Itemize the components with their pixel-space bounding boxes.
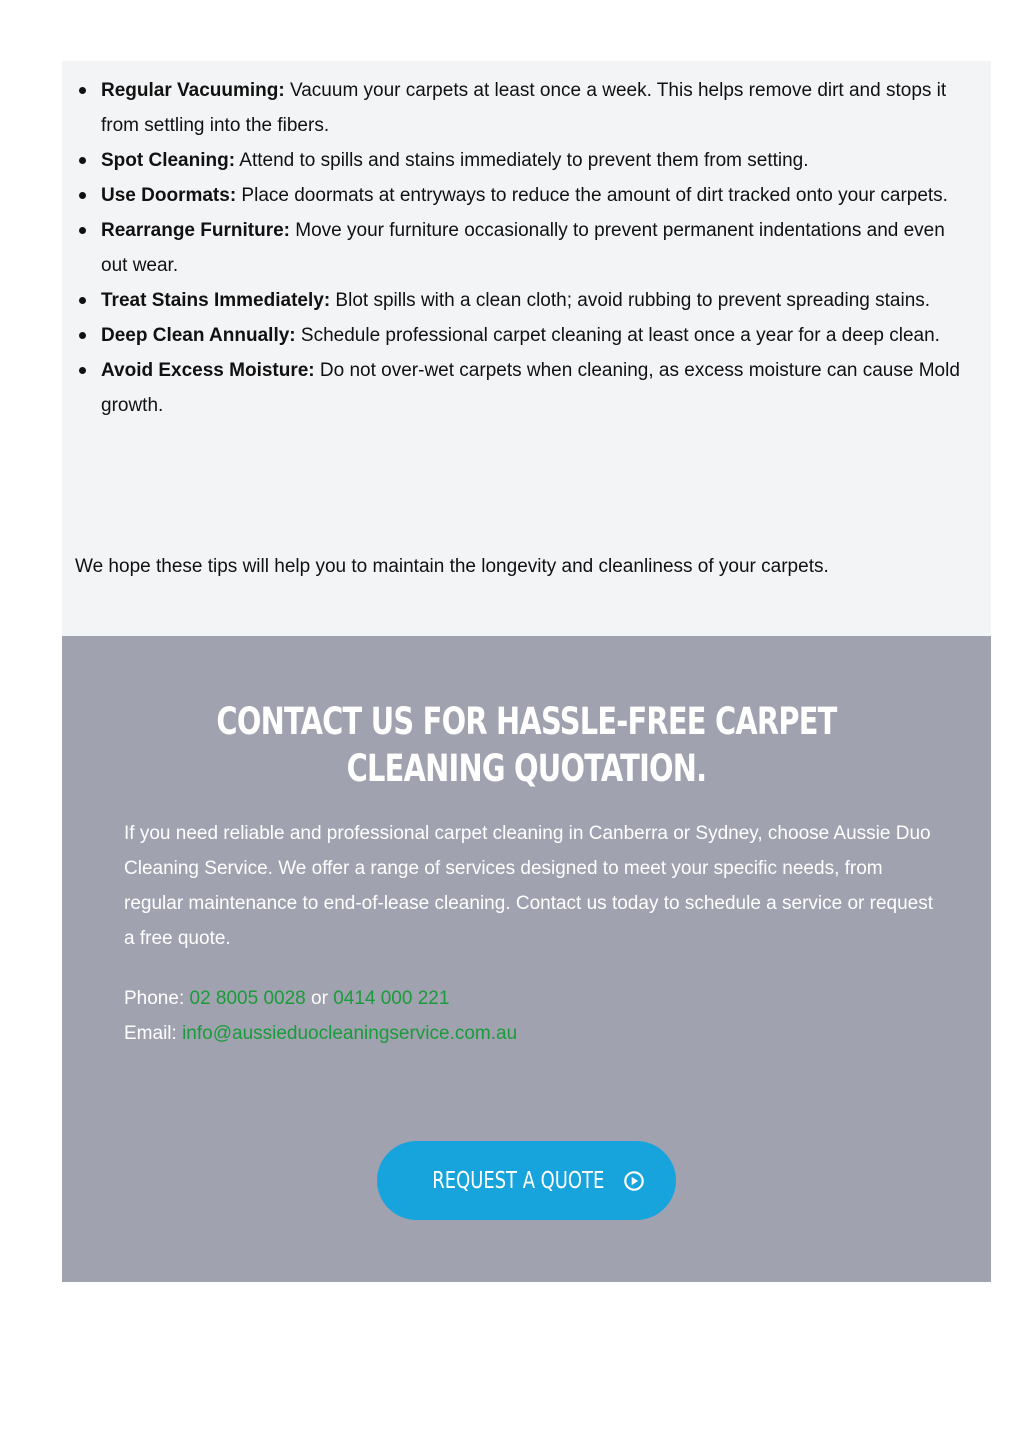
tip-item [62,73,991,143]
tip-text: Do not over-wet carpets when cleaning, as excess moisture can cause Mold growth. [101,360,960,416]
bullet-icon [79,87,86,94]
play-circle-icon [623,1170,645,1192]
bullet-icon [79,297,86,304]
tip-text: Vacuum your carpets at least once a week. This helps remove dirt and stops it from settling into the fibers. [101,80,947,136]
email-link[interactable]: info@aussieduocleaningservice.com.au [182,1023,518,1044]
tip-item [62,178,991,213]
tip-text: Move your furniture occasionally to prevent permanent indentations and even out wear. [101,220,945,276]
tip-title: Use Doormats: [101,185,237,206]
tip-title: Regular Vacuuming: [101,80,285,101]
tip-item [62,143,991,178]
tip-title: Deep Clean Annually: [101,325,296,346]
email-label: Email: [124,1023,183,1044]
phone-link-primary[interactable]: 02 8005 0028 [189,988,306,1009]
bullet-icon [79,157,86,164]
tip-text: Schedule professional carpet cleaning at least once a year for a deep clean. [295,325,940,346]
contact-details [124,981,517,1051]
phone-label: Phone: [124,988,190,1009]
tip-item [62,213,991,283]
contact-heading: CONTACT US FOR HASSLE-FREE CARPET CLEANING QUOTATION. [216,700,837,790]
phone-separator: or [305,988,334,1009]
contact-section [62,636,991,1282]
contact-description: If you need reliable and professional carpet cleaning in Canberra or Sydney, choose Aussie Duo Cleaning Service. We offer a range of services designed to meet your specific needs, from regular maintenance to end-of-lease cleaning. Contact us today to schedule a service or request a free quote. [124,823,934,949]
tips-list [62,73,991,423]
phone-link-mobile[interactable]: 0414 000 221 [333,988,450,1009]
tip-text: Blot spills with a clean cloth; avoid rubbing to prevent spreading stains. [330,290,931,311]
tip-title: Treat Stains Immediately: [101,290,331,311]
tip-title: Avoid Excess Moisture: [101,360,315,381]
tip-text: Place doormats at entryways to reduce the amount of dirt tracked onto your carpets. [236,185,948,206]
bullet-icon [79,332,86,339]
closing-paragraph: We hope these tips will help you to maintain the longevity and cleanliness of your carpets. [75,556,829,577]
tip-item [62,353,991,423]
request-quote-label: REQUEST A QUOTE [432,1167,605,1194]
bullet-icon [79,227,86,234]
phone-line [124,981,517,1016]
tip-text: Attend to spills and stains immediately to prevent them from setting. [235,150,809,171]
tip-title: Spot Cleaning: [101,150,236,171]
bullet-icon [79,367,86,374]
bullet-icon [79,192,86,199]
tip-title: Rearrange Furniture: [101,220,290,241]
carpet-care-tips-section [62,61,991,636]
tip-item [62,318,991,353]
request-quote-button[interactable] [377,1141,676,1220]
email-line [124,1016,517,1051]
tip-item [62,283,991,318]
